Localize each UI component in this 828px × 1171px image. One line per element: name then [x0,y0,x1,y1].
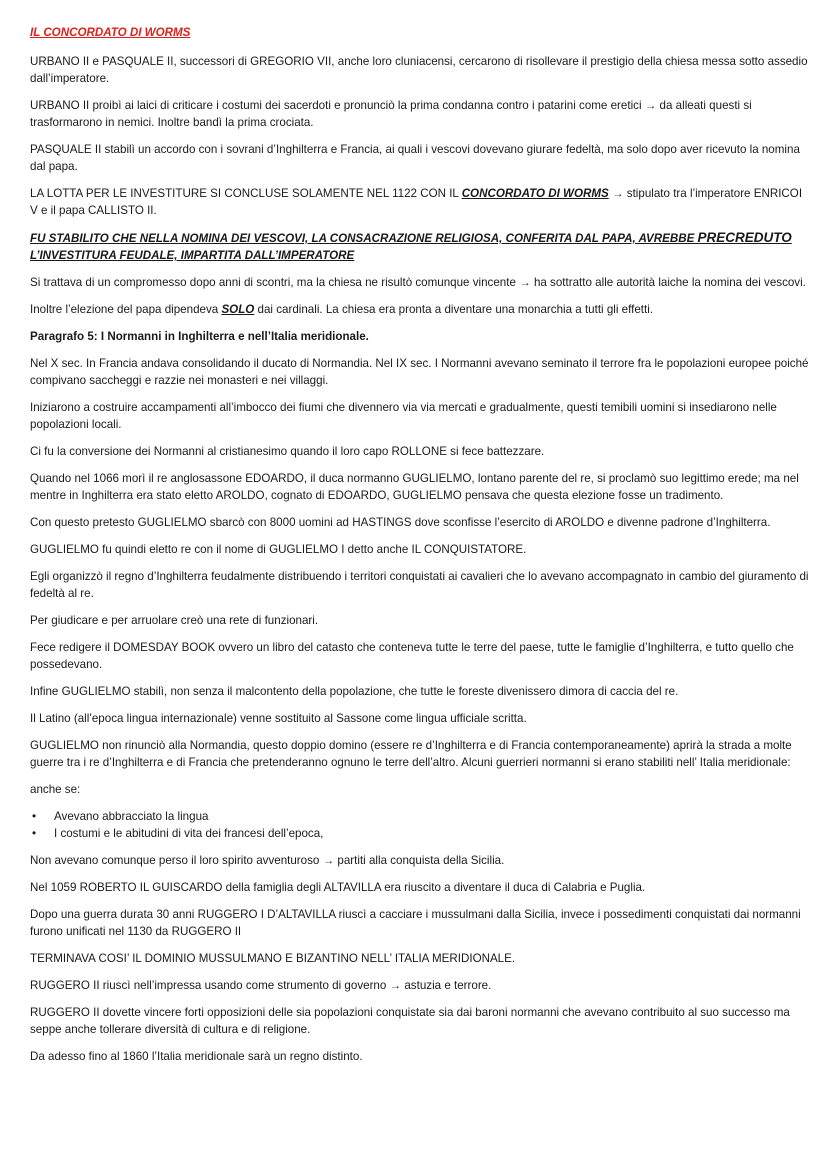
paragraph-anche-se: anche se: [30,783,81,796]
paragraph-rollone: Ci fu la conversione dei Normanni al cristianesimo quando il loro capo ROLLONE si fece battezzare. [30,445,545,458]
list-item [30,825,810,842]
paragraph-compromesso: Si trattava di un compromesso dopo anni di scontri, ma la chiesa ne risultò comunque vincente → ha sottratto alle autorità laiche la nomina dei vescovi. [30,276,806,289]
paragraph-pasquale-ii: PASQUALE II stabilì un accordo con i sovrani d’Inghilterra e Francia, ai quali i vescovi dovevano giurare fedeltà, ma solo dopo aver ricevuto la nomina dal papa. [30,143,800,173]
list-item [30,808,810,825]
paragraph-conquistatore: GUGLIELMO fu quindi eletto re con il nome di GUGLIELMO I detto anche IL CONQUISTATORE. [30,543,527,556]
bullet-icon: • [32,827,37,840]
paragraph-edoardo: Quando nel 1066 morì il re anglosassone EDOARDO, il duca normanno GUGLIELMO, lontano parente del re, si proclamò suo legittimo erede; ma nel mentre in Inghilterra era stato eletto AROLDO, cognato di EDOARDO, GUGLIELMO pensava che questa elezione fosse un tradimento. [30,472,799,502]
emphasis-solo: SOLO [221,303,255,316]
paragraph-lotta-investiture [30,185,810,219]
paragraph-ruggero-i: Dopo una guerra durata 30 anni RUGGERO I D’ALTAVILLA riuscì a cacciare i mussulmani dalla Sicilia, invece i possedimenti conquistati dai normanni furono unificati nel 1130 da RUGGERO II [30,908,801,938]
paragraph-foreste: Infine GUGLIELMO stabilì, non senza il malcontento della popolazione, che tutte le foreste divenissero dimora di caccia del re. [30,685,679,698]
paragraph-text: → stipulato tra l’imperatore ENRICOI V e il papa CALLISTO II. [30,187,803,217]
paragraph-domesday-book: Fece redigere il DOMESDAY BOOK ovvero un libro del catasto che conteneva tutte le terre del paese, tutte le famiglie d’Inghilterra, e tutto quello che possedevano. [30,641,794,671]
paragraph-text: Inoltre l’elezione del papa dipendeva [30,303,222,316]
list-item-text: I costumi e le abitudini di vita dei francesi dell’epoca, [54,827,324,840]
paragraph-guiscardo: Nel 1059 ROBERTO IL GUISCARDO della famiglia degli ALTAVILLA era riuscito a diventare il duca di Calabria e Puglia. [30,881,646,894]
paragraph-urbano-pasquale: URBANO II e PASQUALE II, successori di GREGORIO VII, anche loro cluniacensi, cercarono di risollevare il prestigio della chiesa messa sotto assedio dall’imperatore. [30,55,808,85]
emphasis-concordato: CONCORDATO DI WORMS [461,187,609,200]
paragraph-text: LA LOTTA PER LE INVESTITURE SI CONCLUSE SOLAMENTE NEL 1122 CON IL [30,187,462,200]
paragraph-normandia: Nel X sec. In Francia andava consolidando il ducato di Normandia. Nel IX sec. I Normanni avevano seminato il terrore fra le popolazioni europee poiché compivano saccheggi e razzie nei monasteri e nei villaggi. [30,357,809,387]
emphasis-precreduto: PRECREDUTO [697,230,792,245]
paragraph-text: L’INVESTITURA FEUDALE, IMPARTITA DALL’IMPERATORE [30,249,355,262]
paragraph-hastings: Con questo pretesto GUGLIELMO sbarcò con 8000 uomini ad HASTINGS dove sconfisse l’esercito di AROLDO e divenne padrone d’Inghilterra. [30,516,771,529]
paragraph-funzionari: Per giudicare e per arruolare creò una rete di funzionari. [30,614,319,627]
paragraph-latino: Il Latino (all’epoca lingua internazionale) venne sostituito al Sassone come lingua ufficiale scritta. [30,712,527,725]
paragraph-ruggero-ii-opposizioni: RUGGERO II dovette vincere forti opposizioni delle sia popolazioni conquistate sia dai baroni normanni che avevano contribuito al suo successo ma seppe anche tollerare diversità di cultura e di religione. [30,1006,790,1036]
section-heading: Paragrafo 5: I Normanni in Inghilterra e nell’Italia meridionale. [30,330,369,343]
paragraph-elezione-papa [30,301,810,318]
paragraph-doppio-domino: GUGLIELMO non rinunciò alla Normandia, questo doppio domino (essere re d’Inghilterra e di Francia contemporaneamente) aprirà la strada a molte guerre tra i re d’Inghilterra e di Francia che pretenderanno ognuno le terre dell’altro. Alcuni guerrieri normanni si erano stabiliti nell’ Italia meridionale: [30,739,792,769]
list-item-text: Avevano abbracciato la lingua [54,810,209,823]
bullet-icon: • [32,810,37,823]
bullet-list [30,808,810,842]
paragraph-nomina-vescovi [30,229,810,264]
paragraph-regno-feudale: Egli organizzò il regno d’Inghilterra feudalmente distribuendo i territori conquistati ai cavalieri che lo avevano accompagnato in cambio del giuramento di fedeltà al re. [30,570,809,600]
document-page [30,24,810,1075]
paragraph-text: FU STABILITO CHE NELLA NOMINA DEI VESCOVI, LA CONSACRAZIONE RELIGIOSA, CONFERITA DAL PAPA, AVREBBE [30,232,698,245]
paragraph-regno-distinto: Da adesso fino al 1860 l’Italia meridionale sarà un regno distinto. [30,1050,363,1063]
paragraph-accampamenti: Iniziarono a costruire accampamenti all’imbocco dei fiumi che divennero via via mercati e gradualmente, questi temibili uomini si insediarono nelle popolazioni locali. [30,401,777,431]
paragraph-urbano-ii: URBANO II proibì ai laici di criticare i costumi dei sacerdoti e pronunciò la prima condanna contro i patarini come eretici → da alleati questi si trasformarono in nemici. Inoltre bandì la prima crociata. [30,99,752,129]
paragraph-ruggero-ii-governo: RUGGERO II riuscì nell’impressa usando come strumento di governo → astuzia e terrore. [30,979,492,992]
paragraph-sicilia: Non avevano comunque perso il loro spirito avventuroso → partiti alla conquista della Sicilia. [30,854,505,867]
paragraph-text: dai cardinali. La chiesa era pronta a diventare una monarchia a tutti gli effetti. [254,303,654,316]
paragraph-dominio-mussulmano: TERMINAVA COSI’ IL DOMINIO MUSSULMANO E BIZANTINO NELL’ ITALIA MERIDIONALE. [30,952,516,965]
document-title: IL CONCORDATO DI WORMS [30,26,191,39]
